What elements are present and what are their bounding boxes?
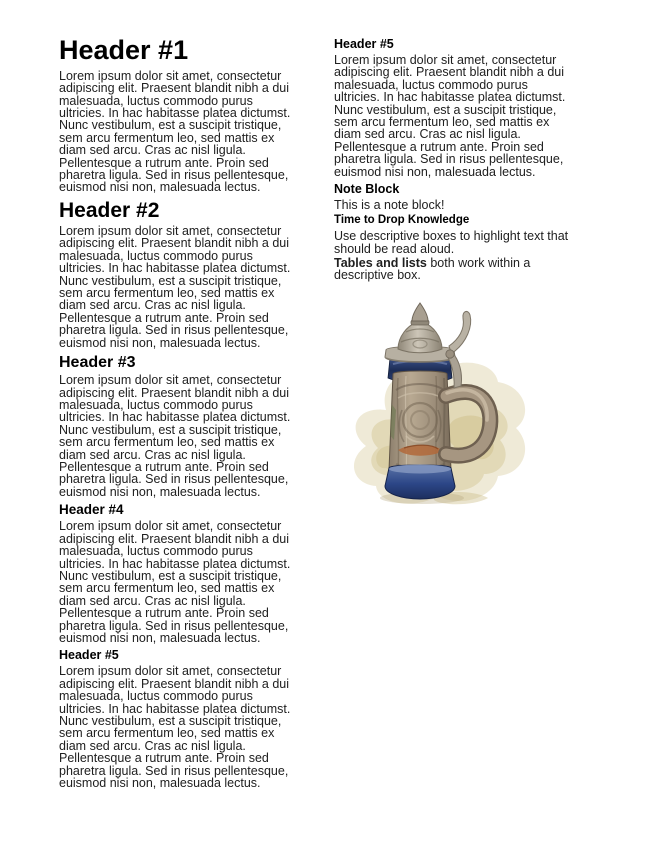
- section-header-1: [59, 36, 311, 194]
- section-title-h5: Header #5: [334, 37, 394, 51]
- beer-stein-image: [338, 298, 553, 516]
- knowledge-section: [334, 214, 592, 281]
- knowledge-text: Use descriptive boxes to highlight text that should be read aloud.: [334, 229, 569, 256]
- stein-illustration: [338, 298, 553, 516]
- section-header-5-left: [59, 648, 311, 789]
- body-paragraph: Lorem ipsum dolor sit amet, consectetur adipiscing elit. Praesent blandit nibh a dui malesuada, luctus commodo purus ultricies. In hac habitasse platea dictumst. Nunc vestibulum, est a suscipit tristique, sem arcu fermentum leo, sed mattis ex diam sed arcu. Cras ac nisl ligula. Pellentesque a rutrum ante. Proin sed pharetra ligula. Sed in risus pellentesque, euismod nisi non, malesuada lectus.: [59, 519, 291, 646]
- tables-and-lists-text: [334, 257, 592, 282]
- section-title-h5: Header #5: [59, 648, 119, 663]
- note-block-title: Note Block: [334, 182, 400, 197]
- body-paragraph: Lorem ipsum dolor sit amet, consectetur adipiscing elit. Praesent blandit nibh a dui malesuada, luctus commodo purus ultricies. In hac habitasse platea dictumst. Nunc vestibulum, est a suscipit tristique, sem arcu fermentum leo, sed mattis ex diam sed arcu. Cras ac nisl ligula. Pellentesque a rutrum ante. Proin sed pharetra ligula. Sed in risus pellentesque, euismod nisi non, malesuada lectus.: [59, 68, 291, 195]
- section-header-5-right: [334, 37, 592, 178]
- lid-finial: [412, 303, 428, 321]
- body-paragraph: Lorem ipsum dolor sit amet, consectetur adipiscing elit. Praesent blandit nibh a dui malesuada, luctus commodo purus ultricies. In hac habitasse platea dictumst. Nunc vestibulum, est a suscipit tristique, sem arcu fermentum leo, sed mattis ex diam sed arcu. Cras ac nisl ligula. Pellentesque a rutrum ante. Proin sed pharetra ligula. Sed in risus pellentesque, euismod nisi non, malesuada lectus.: [59, 373, 291, 499]
- section-title-h1: Header #1: [59, 35, 189, 65]
- section-title-h2: Header #2: [59, 198, 160, 222]
- section-header-3: [59, 353, 311, 498]
- note-block-section: [334, 182, 592, 211]
- knowledge-title: Time to Drop Knowledge: [334, 214, 470, 227]
- tables-and-lists-rest: both work within a descriptive box.: [334, 256, 531, 283]
- body-paragraph: Lorem ipsum dolor sit amet, consectetur adipiscing elit. Praesent blandit nibh a dui malesuada, luctus commodo purus ultricies. In hac habitasse platea dictumst. Nunc vestibulum, est a suscipit tristique, sem arcu fermentum leo, sed mattis ex diam sed arcu. Cras ac nisl ligula. Pellentesque a rutrum ante. Proin sed pharetra ligula. Sed in risus pellentesque, euismod nisi non, malesuada lectus.: [59, 223, 291, 350]
- section-title-h4: Header #4: [59, 502, 124, 518]
- body-paragraph: Lorem ipsum dolor sit amet, consectetur adipiscing elit. Praesent blandit nibh a dui malesuada, luctus commodo purus ultricies. In hac habitasse platea dictumst. Nunc vestibulum, est a suscipit tristique, sem arcu fermentum leo, sed mattis ex diam sed arcu. Cras ac nisl ligula. Pellentesque a rutrum ante. Proin sed pharetra ligula. Sed in risus pellentesque, euismod nisi non, malesuada lectus.: [59, 664, 291, 791]
- section-header-2: [59, 199, 311, 349]
- left-column: [59, 36, 311, 792]
- right-column: [334, 36, 592, 792]
- stein-lid: [385, 303, 455, 362]
- section-header-4: [59, 502, 311, 644]
- section-title-h3: Header #3: [59, 353, 136, 371]
- body-paragraph: Lorem ipsum dolor sit amet, consectetur adipiscing elit. Praesent blandit nibh a dui malesuada, luctus commodo purus ultricies. In hac habitasse platea dictumst. Nunc vestibulum, est a suscipit tristique, sem arcu fermentum leo, sed mattis ex diam sed arcu. Cras ac nisl ligula. Pellentesque a rutrum ante. Proin sed pharetra ligula. Sed in risus pellentesque, euismod nisi non, malesuada lectus.: [334, 53, 566, 179]
- tables-and-lists-bold: Tables and lists: [334, 256, 427, 271]
- note-block-text: This is a note block!: [334, 198, 445, 213]
